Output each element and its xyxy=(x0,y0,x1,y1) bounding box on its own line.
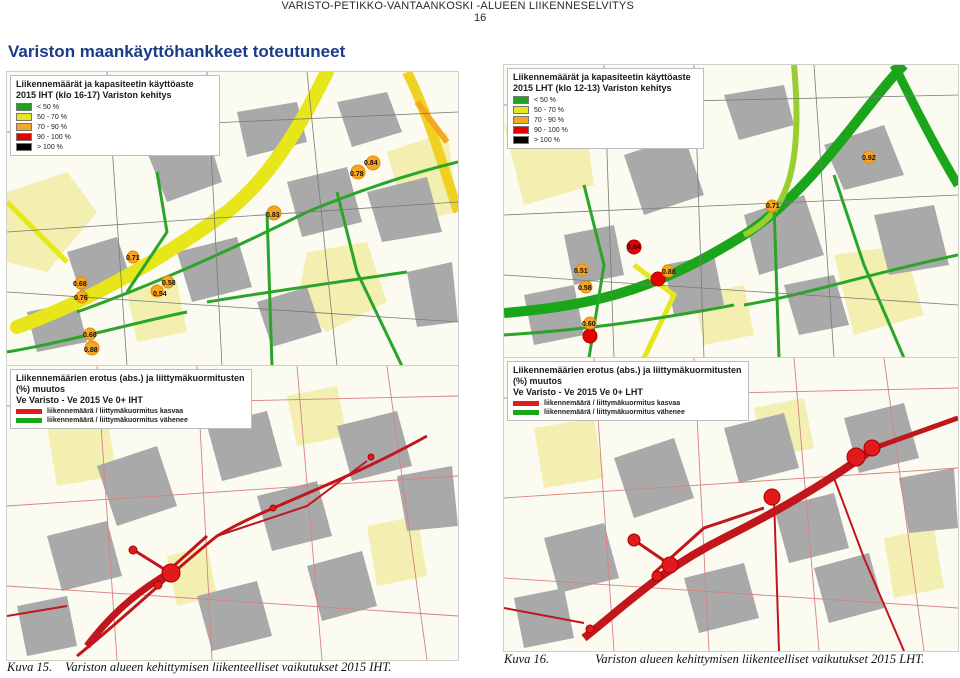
legend-row xyxy=(513,116,698,124)
node-label: 0.60 xyxy=(582,321,596,328)
legend-label: > 100 % xyxy=(37,143,63,151)
legend-row xyxy=(16,123,214,131)
legend-swatch xyxy=(16,143,32,151)
legend-swatch xyxy=(16,123,32,131)
legend-row xyxy=(513,136,698,144)
caption-text: Variston alueen kehittymisen liikenteelliset vaikutukset 2015 IHT. xyxy=(65,660,392,674)
legend-label: 70 - 90 % xyxy=(37,123,67,131)
legend-lht xyxy=(507,68,704,149)
legend-iht-difference xyxy=(10,369,252,429)
legend-label: liikennemäärä / liittymäkuormitus vähenee xyxy=(544,409,685,416)
node-label: 0.58 xyxy=(578,285,592,292)
node-label: 0.58 xyxy=(162,280,176,287)
legend-label: < 50 % xyxy=(37,103,59,111)
map-iht-difference xyxy=(6,365,459,661)
node-label: 0.88 xyxy=(84,347,98,354)
legend-label: liikennemäärä / liittymäkuormitus kasvaa xyxy=(47,408,184,415)
legend-title: Liikennemäärien erotus (abs.) ja liittymäkuormitusten (%) muutos Ve Varisto - Ve 2015 Ve 0+ LHT xyxy=(513,365,742,397)
legend-iht xyxy=(10,75,220,156)
legend-row xyxy=(16,103,214,111)
legend-title: Liikennemäärät ja kapasiteetin käyttöaste 2015 IHT (klo 16-17) Variston kehitys xyxy=(16,79,194,100)
legend-row xyxy=(16,143,214,151)
legend-swatch xyxy=(16,113,32,121)
page-title: Variston maankäyttöhankkeet toteutuneet xyxy=(8,42,346,61)
node-label: 0.83 xyxy=(266,212,280,219)
legend-label: 90 - 100 % xyxy=(37,133,71,141)
page-number: 16 xyxy=(474,12,487,24)
figure-caption-15 xyxy=(7,660,392,675)
legend-row xyxy=(513,409,743,416)
legend-label: > 100 % xyxy=(534,136,560,144)
node-label: 0.71 xyxy=(766,203,780,210)
node-label: 0.68 xyxy=(83,332,97,339)
node-label: 0.51 xyxy=(574,268,588,275)
legend-row xyxy=(513,400,743,407)
legend-row xyxy=(16,408,246,415)
map-lht-difference xyxy=(503,357,959,652)
node-label: 0.68 xyxy=(73,281,87,288)
legend-swatch xyxy=(513,410,539,415)
legend-label: < 50 % xyxy=(534,96,556,104)
caption-text: Variston alueen kehittymisen liikenteelliset vaikutukset 2015 LHT. xyxy=(595,652,925,666)
node-label: 0.76 xyxy=(74,295,88,302)
legend-row xyxy=(513,96,698,104)
page-header xyxy=(0,0,960,34)
legend-label: 50 - 70 % xyxy=(534,106,564,114)
node-label: 0.84 xyxy=(627,244,641,251)
node-label: 0.88 xyxy=(662,269,676,276)
legend-swatch xyxy=(513,96,529,104)
legend-swatch xyxy=(513,401,539,406)
legend-swatch xyxy=(16,418,42,423)
legend-swatch xyxy=(513,136,529,144)
node-label: 0.78 xyxy=(350,171,364,178)
legend-swatch xyxy=(513,106,529,114)
legend-swatch xyxy=(16,103,32,111)
legend-row xyxy=(16,113,214,121)
legend-swatch xyxy=(513,126,529,134)
map-lht-capacity xyxy=(503,64,959,359)
map-iht-capacity xyxy=(6,71,459,367)
legend-row xyxy=(513,126,698,134)
legend-label: 70 - 90 % xyxy=(534,116,564,124)
legend-lht-difference xyxy=(507,361,749,421)
legend-title: Liikennemäärien erotus (abs.) ja liittymäkuormitusten (%) muutos Ve Varisto - Ve 2015 Ve 0+ IHT xyxy=(16,373,245,405)
node-label: 0.84 xyxy=(364,160,378,167)
node-label: 0.54 xyxy=(153,291,167,298)
legend-swatch xyxy=(16,409,42,414)
legend-row xyxy=(513,106,698,114)
figure-caption-16 xyxy=(504,652,924,667)
legend-swatch xyxy=(16,133,32,141)
node-label: 0.92 xyxy=(862,155,876,162)
legend-title: Liikennemäärät ja kapasiteetin käyttöaste 2015 LHT (klo 12-13) Variston kehitys xyxy=(513,72,691,93)
legend-label: 50 - 70 % xyxy=(37,113,67,121)
caption-label: Kuva 15. xyxy=(7,660,53,674)
legend-row xyxy=(16,417,246,424)
legend-row xyxy=(16,133,214,141)
legend-label: 90 - 100 % xyxy=(534,126,568,134)
caption-label: Kuva 16. xyxy=(504,652,550,666)
legend-swatch xyxy=(513,116,529,124)
legend-label: liikennemäärä / liittymäkuormitus kasvaa xyxy=(544,400,681,407)
node-label: 0.71 xyxy=(126,255,140,262)
legend-label: liikennemäärä / liittymäkuormitus vähenee xyxy=(47,417,188,424)
report-title: VARISTO-PETIKKO-VANTAANKOSKI -ALUEEN LIIKENNESELVITYS xyxy=(281,0,634,12)
